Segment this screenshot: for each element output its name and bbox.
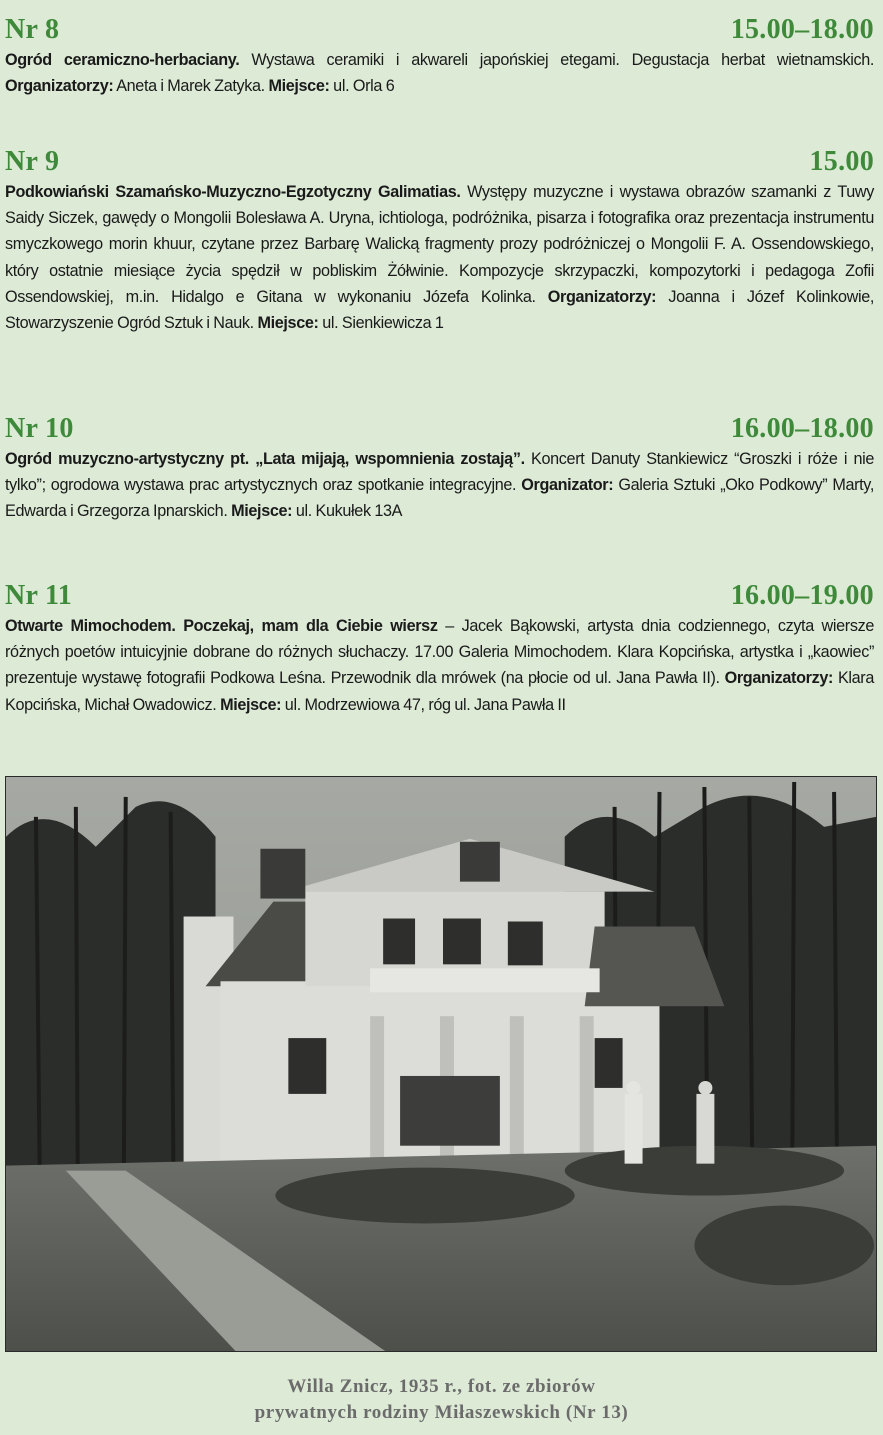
place-label: Miejsce: bbox=[231, 502, 293, 521]
organizers-value: Aneta i Marek Zatyka. bbox=[113, 77, 269, 96]
place-label: Miejsce: bbox=[268, 77, 330, 96]
event-text: Wystawa ceramiki i akwareli japońskiej etegami. Degustacja herbat wietnamskich. bbox=[239, 51, 875, 69]
event-title: Podkowiański Szamańsko-Muzyczno-Egzotyczny Galimatias. bbox=[5, 183, 461, 201]
event-title: Otwarte Mimochodem. Poczekaj, mam dla Ciebie wiersz bbox=[5, 617, 438, 635]
event-description bbox=[5, 613, 874, 718]
event-text: Występy muzyczne i wystawa obrazów szamanki z Tuwy Saidy Siczek, gawędy o Mongolii Bolesława A. Uryna, ichtiologa, podróżnika, pisarza i fotografika oraz prezentacja instrumentu smyczkowego morin khuur, czytane przez Barbarę Walicką fragmenty prozy podróżniczej o Mongolii F. A. Ossendowskiego, który ostatnie miesiące życia spędził w pobliskim Żółwinie. Kompozycje skrzypaczki, kompozytorki i pedagoga Zofii Ossendowskiej, m.in. Hidalgo e Gitana w wykonaniu Józefa Kolinka. bbox=[5, 183, 874, 306]
event-nr-10 bbox=[5, 413, 874, 525]
event-header bbox=[5, 580, 874, 612]
event-number: Nr 10 bbox=[5, 413, 74, 444]
organizers-label: Organizatorzy: bbox=[5, 77, 114, 96]
place-value: ul. Orla 6 bbox=[329, 77, 395, 96]
organizers-value: Klara Kopcińska, Michał Owadowicz. bbox=[5, 669, 874, 714]
event-nr-9 bbox=[5, 146, 874, 336]
event-text: Koncert Danuty Stankiewicz “Groszki i róże i nie tylko”; ogrodowa wystawa prac artystycznych oraz spotkanie integracyjne. bbox=[5, 450, 874, 495]
event-time: 16.00–18.00 bbox=[730, 413, 874, 444]
event-description bbox=[5, 446, 874, 525]
event-nr-11 bbox=[5, 580, 874, 718]
event-header bbox=[5, 413, 874, 445]
villa-illustration bbox=[6, 777, 876, 1351]
event-time: 15.00–18.00 bbox=[730, 14, 874, 45]
organizers-label: Organizatorzy: bbox=[547, 287, 657, 306]
organizers-label: Organizator: bbox=[521, 476, 614, 495]
event-text: – Jacek Bąkowski, artysta dnia codziennego, czyta wiersze różnych poetów intuicyjnie dobrane do różnych słuchaczy. 17.00 Galeria Mimochodem. Klara Kopcińska, artystka i „kaowiec” prezentuje wystawę fotografii Podkowa Leśna. Przewodnik dla mrówek (na płocie od ul. Jana Pawła II). bbox=[5, 617, 874, 688]
event-title: Ogród ceramiczno-herbaciany. bbox=[5, 51, 240, 69]
place-label: Miejsce: bbox=[257, 314, 319, 333]
event-description bbox=[5, 47, 874, 99]
event-nr-8 bbox=[5, 14, 874, 99]
organizers-value: Galeria Sztuki „Oko Podkowy” Marty, Edwarda i Grzegorza Ipnarskich. bbox=[5, 476, 874, 521]
organizers-value: Joanna i Józef Kolinkowie, Stowarzyszenie Ogród Sztuk i Nauk. bbox=[5, 287, 874, 333]
villa-photo bbox=[5, 776, 877, 1352]
caption-line-1: Willa Znicz, 1935 r., fot. ze zbiorów bbox=[287, 1376, 596, 1397]
event-header bbox=[5, 14, 874, 46]
event-time: 16.00–19.00 bbox=[730, 580, 874, 611]
event-number: Nr 9 bbox=[5, 146, 60, 177]
organizers-label: Organizatorzy: bbox=[724, 669, 834, 688]
event-number: Nr 11 bbox=[5, 580, 73, 611]
event-header bbox=[5, 146, 874, 178]
place-label: Miejsce: bbox=[220, 695, 282, 714]
photo-caption bbox=[0, 1374, 883, 1426]
place-value: ul. Kukułek 13A bbox=[292, 502, 403, 521]
event-title: Ogród muzyczno-artystyczny pt. „Lata mijają, wspomnienia zostają”. bbox=[5, 450, 525, 468]
event-description bbox=[5, 179, 874, 336]
place-value: ul. Sienkiewicza 1 bbox=[318, 314, 444, 333]
event-time: 15.00 bbox=[809, 146, 874, 177]
place-value: ul. Modrzewiowa 47, róg ul. Jana Pawła II bbox=[281, 695, 566, 714]
event-number: Nr 8 bbox=[5, 14, 60, 45]
caption-line-2: prywatnych rodziny Miłaszewskich (Nr 13) bbox=[254, 1402, 629, 1423]
